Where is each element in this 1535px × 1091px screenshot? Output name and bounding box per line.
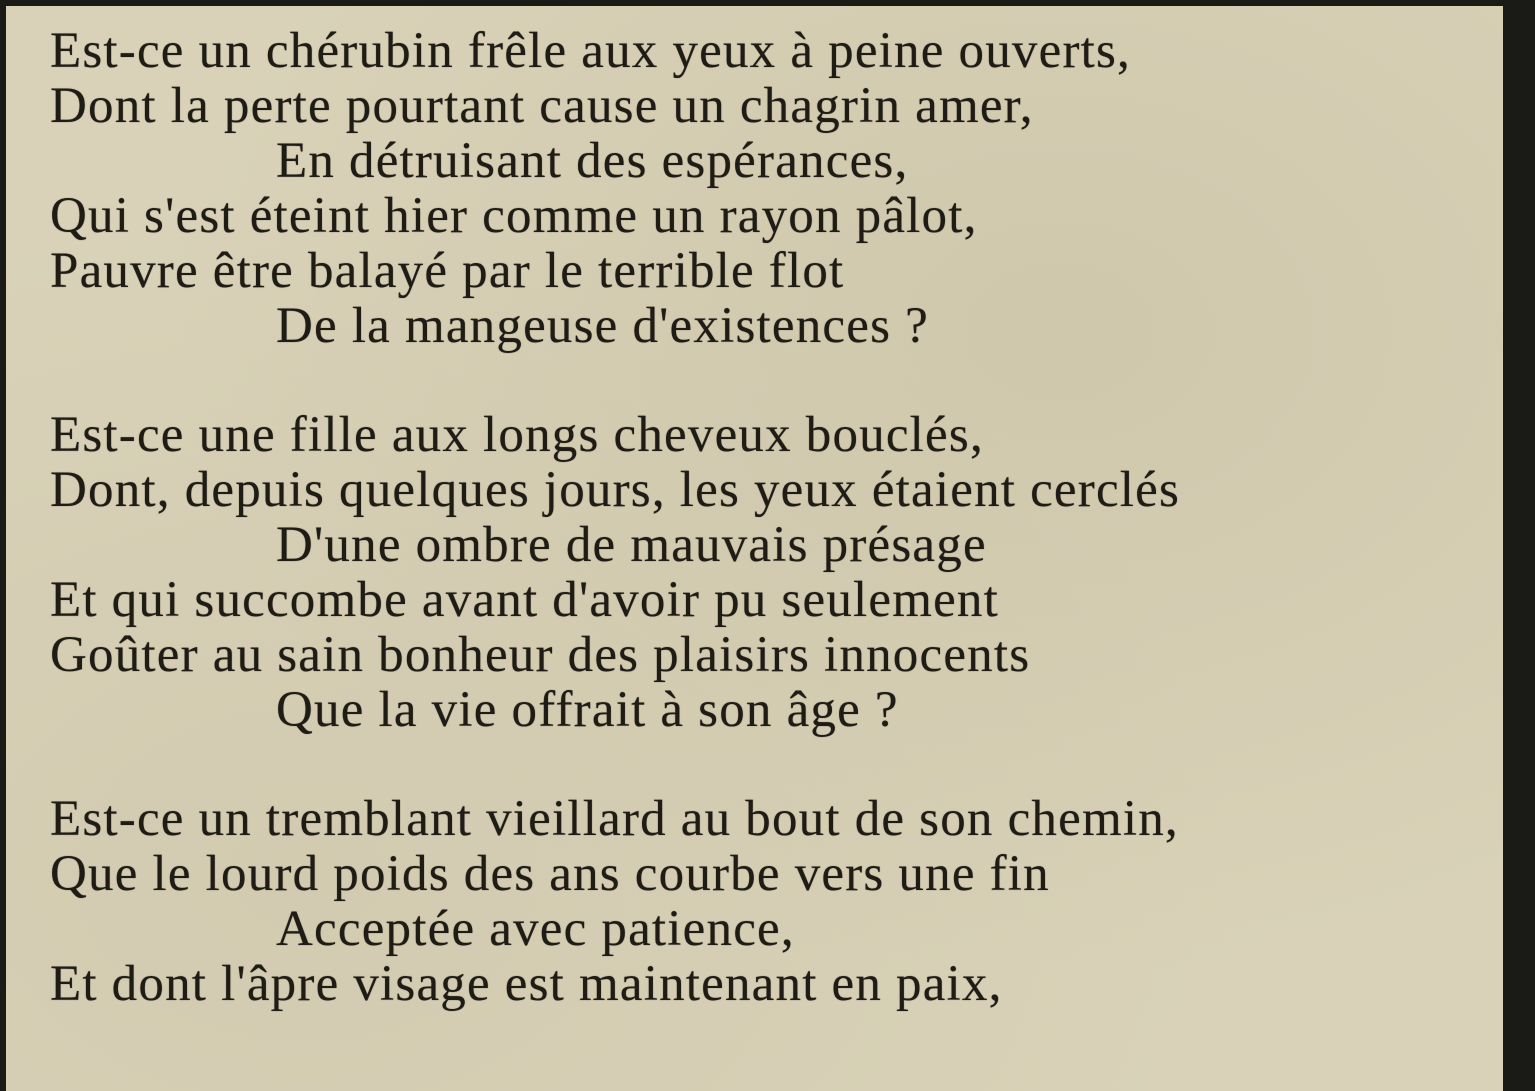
stanza-3 xyxy=(50,792,1500,1012)
poem-line-indented: De la mangeuse d'existences ? xyxy=(276,298,929,354)
newspaper-page xyxy=(6,6,1511,1091)
poem-line: Dont, depuis quelques jours, les yeux étaient cerclés xyxy=(50,462,1181,518)
poem-line-indented: Que la vie offrait à son âge ? xyxy=(276,682,899,738)
poem-line-indented: Acceptée avec patience, xyxy=(276,901,795,957)
stanza-2 xyxy=(50,408,1500,738)
poem-line: Dont la perte pourtant cause un chagrin amer, xyxy=(50,78,1034,134)
poem-line-indented: En détruisant des espérances, xyxy=(276,133,909,189)
poem-line: Est-ce un tremblant vieillard au bout de son chemin, xyxy=(50,791,1179,847)
poem-line-indented: D'une ombre de mauvais présage xyxy=(276,517,987,573)
stanza-1 xyxy=(50,24,1500,354)
poem-line: Que le lourd poids des ans courbe vers une fin xyxy=(50,846,1050,902)
page-edge-shadow xyxy=(1503,6,1511,1091)
poem-line: Qui s'est éteint hier comme un rayon pâlot, xyxy=(50,188,978,244)
poem xyxy=(50,24,1500,1066)
poem-line: Goûter au sain bonheur des plaisirs innocents xyxy=(50,627,1031,683)
poem-line: Et dont l'âpre visage est maintenant en paix, xyxy=(50,956,1003,1012)
poem-line: Et qui succombe avant d'avoir pu seulement xyxy=(50,572,1000,628)
poem-line: Est-ce un chérubin frêle aux yeux à peine ouverts, xyxy=(50,23,1131,79)
poem-line: Est-ce une fille aux longs cheveux bouclés, xyxy=(50,407,984,463)
poem-line: Pauvre être balayé par le terrible flot xyxy=(50,243,845,299)
